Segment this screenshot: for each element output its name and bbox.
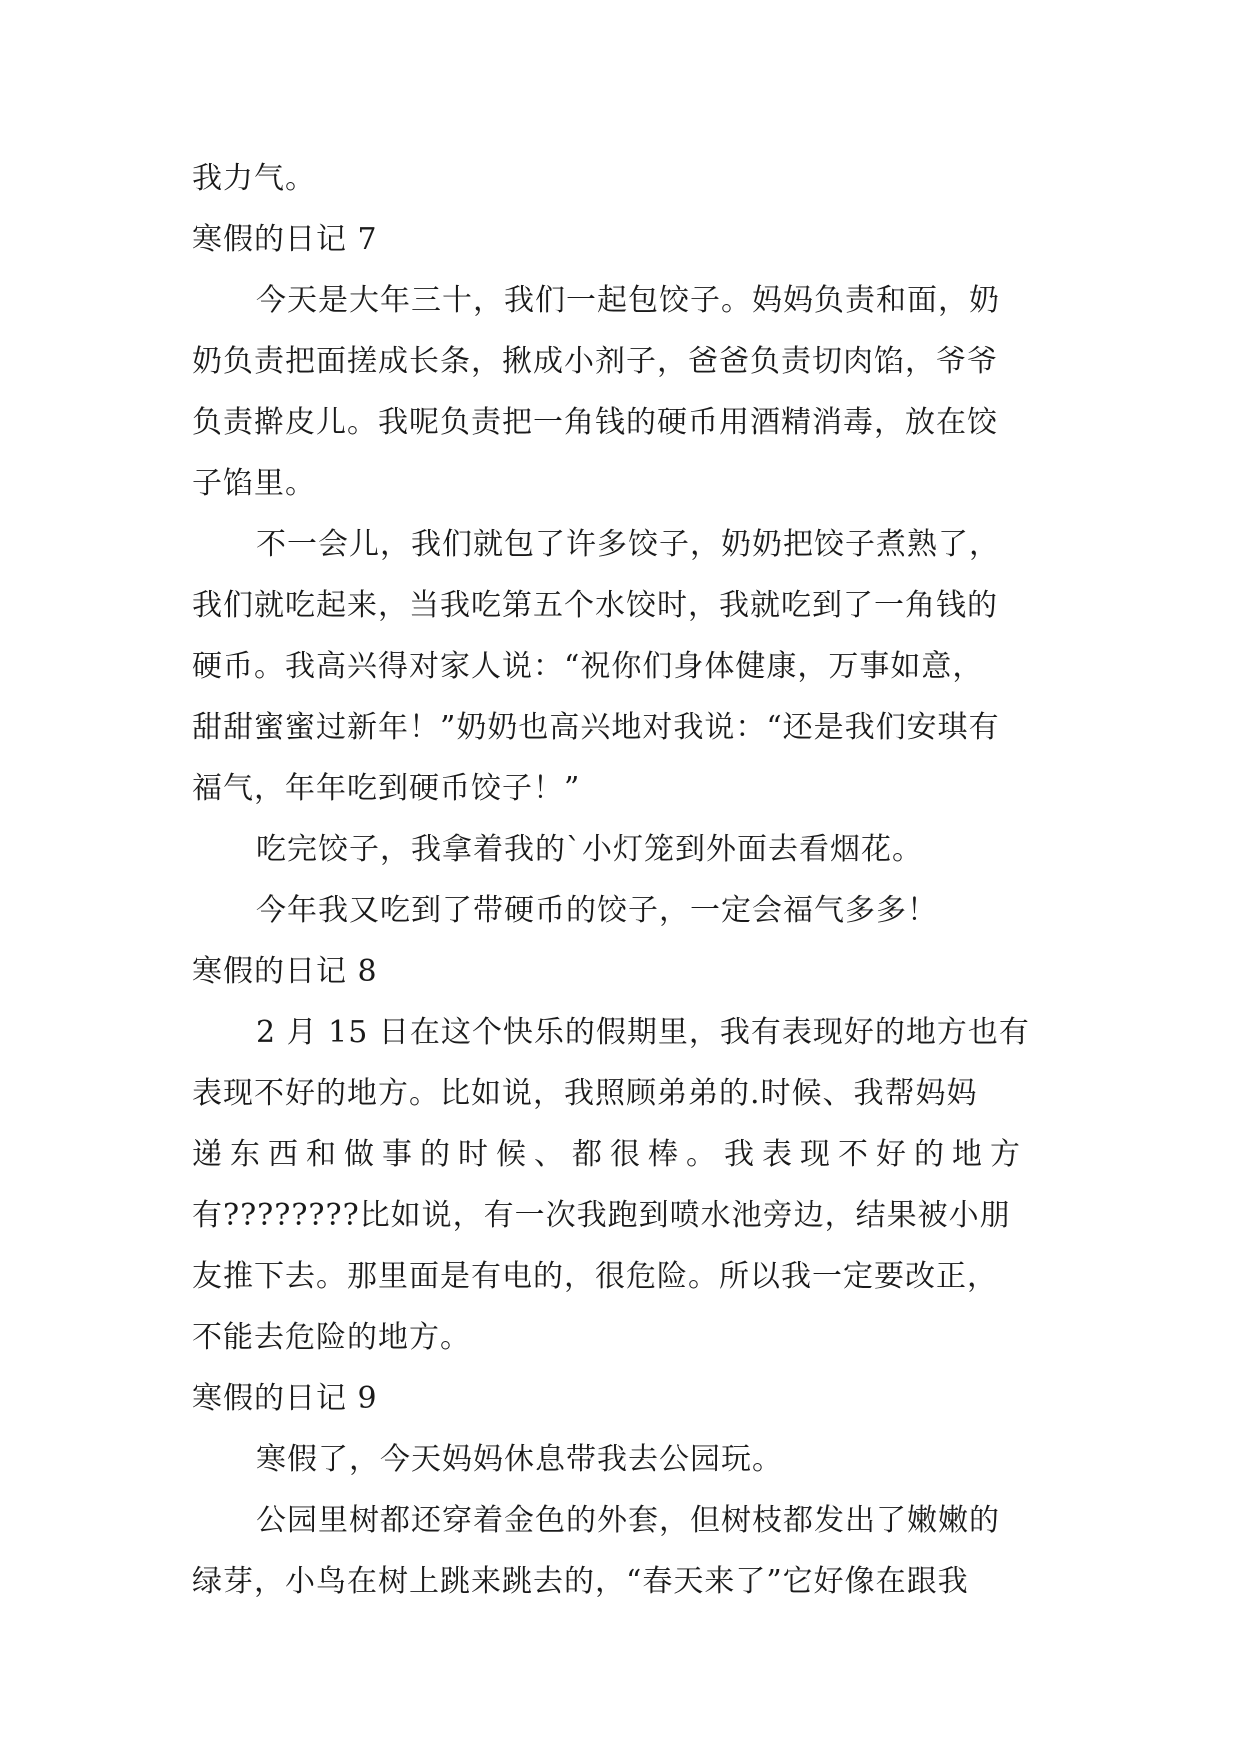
paragraph-line: 不一会儿，我们就包了许多饺子，奶奶把饺子煮熟了， bbox=[256, 527, 1000, 562]
paragraph-line: 奶负责把面搓成长条，揪成小剂子，爸爸负责切肉馅，爷爷 bbox=[192, 344, 998, 379]
document-page bbox=[192, 148, 1062, 1612]
paragraph-line: 绿芽，小鸟在树上跳来跳去的，“春天来了”它好像在跟我 bbox=[192, 1564, 969, 1599]
paragraph-line: 有????????比如说，有一次我跑到喷水池旁边，结果被小朋 bbox=[192, 1198, 1011, 1233]
paragraph-line: 吃完饺子，我拿着我的`小灯笼到外面去看烟花。 bbox=[256, 832, 923, 867]
paragraph-line: 寒假了，今天妈妈休息带我去公园玩。 bbox=[256, 1442, 783, 1477]
paragraph-line: 不能去危险的地方。 bbox=[192, 1320, 471, 1355]
paragraph-line: 福气，年年吃到硬币饺子！” bbox=[192, 771, 581, 806]
diary-heading: 寒假的日记 9 bbox=[192, 1381, 378, 1416]
paragraph-line: 公园里树都还穿着金色的外套，但树枝都发出了嫩嫩的 bbox=[256, 1503, 1000, 1538]
paragraph-line: 硬币。我高兴得对家人说：“祝你们身体健康，万事如意， bbox=[192, 649, 984, 684]
diary-heading: 寒假的日记 7 bbox=[192, 222, 378, 257]
paragraph-line: 负责擀皮儿。我呢负责把一角钱的硬币用酒精消毒，放在饺 bbox=[192, 405, 998, 440]
diary-heading: 寒假的日记 8 bbox=[192, 954, 378, 989]
paragraph-line: 子馅里。 bbox=[192, 466, 316, 501]
paragraph-line: 今天是大年三十，我们一起包饺子。妈妈负责和面，奶 bbox=[256, 283, 1000, 318]
paragraph-line: 我力气。 bbox=[192, 161, 316, 196]
paragraph-line: 2 月 15 日在这个快乐的假期里，我有表现好的地方也有 bbox=[256, 1015, 1030, 1050]
paragraph-line: 递东西和做事的时候、都很棒。我表现不好的地方 bbox=[192, 1137, 1028, 1172]
paragraph-line: 表现不好的地方。比如说，我照顾弟弟的.时候、我帮妈妈 bbox=[192, 1076, 978, 1111]
paragraph-line: 友推下去。那里面是有电的，很危险。所以我一定要改正， bbox=[192, 1259, 998, 1294]
paragraph-line: 我们就吃起来，当我吃第五个水饺时，我就吃到了一角钱的 bbox=[192, 588, 998, 623]
paragraph-line: 甜甜蜜蜜过新年！”奶奶也高兴地对我说：“还是我们安琪有 bbox=[192, 710, 1000, 745]
paragraph-line: 今年我又吃到了带硬币的饺子，一定会福气多多！ bbox=[256, 893, 938, 928]
